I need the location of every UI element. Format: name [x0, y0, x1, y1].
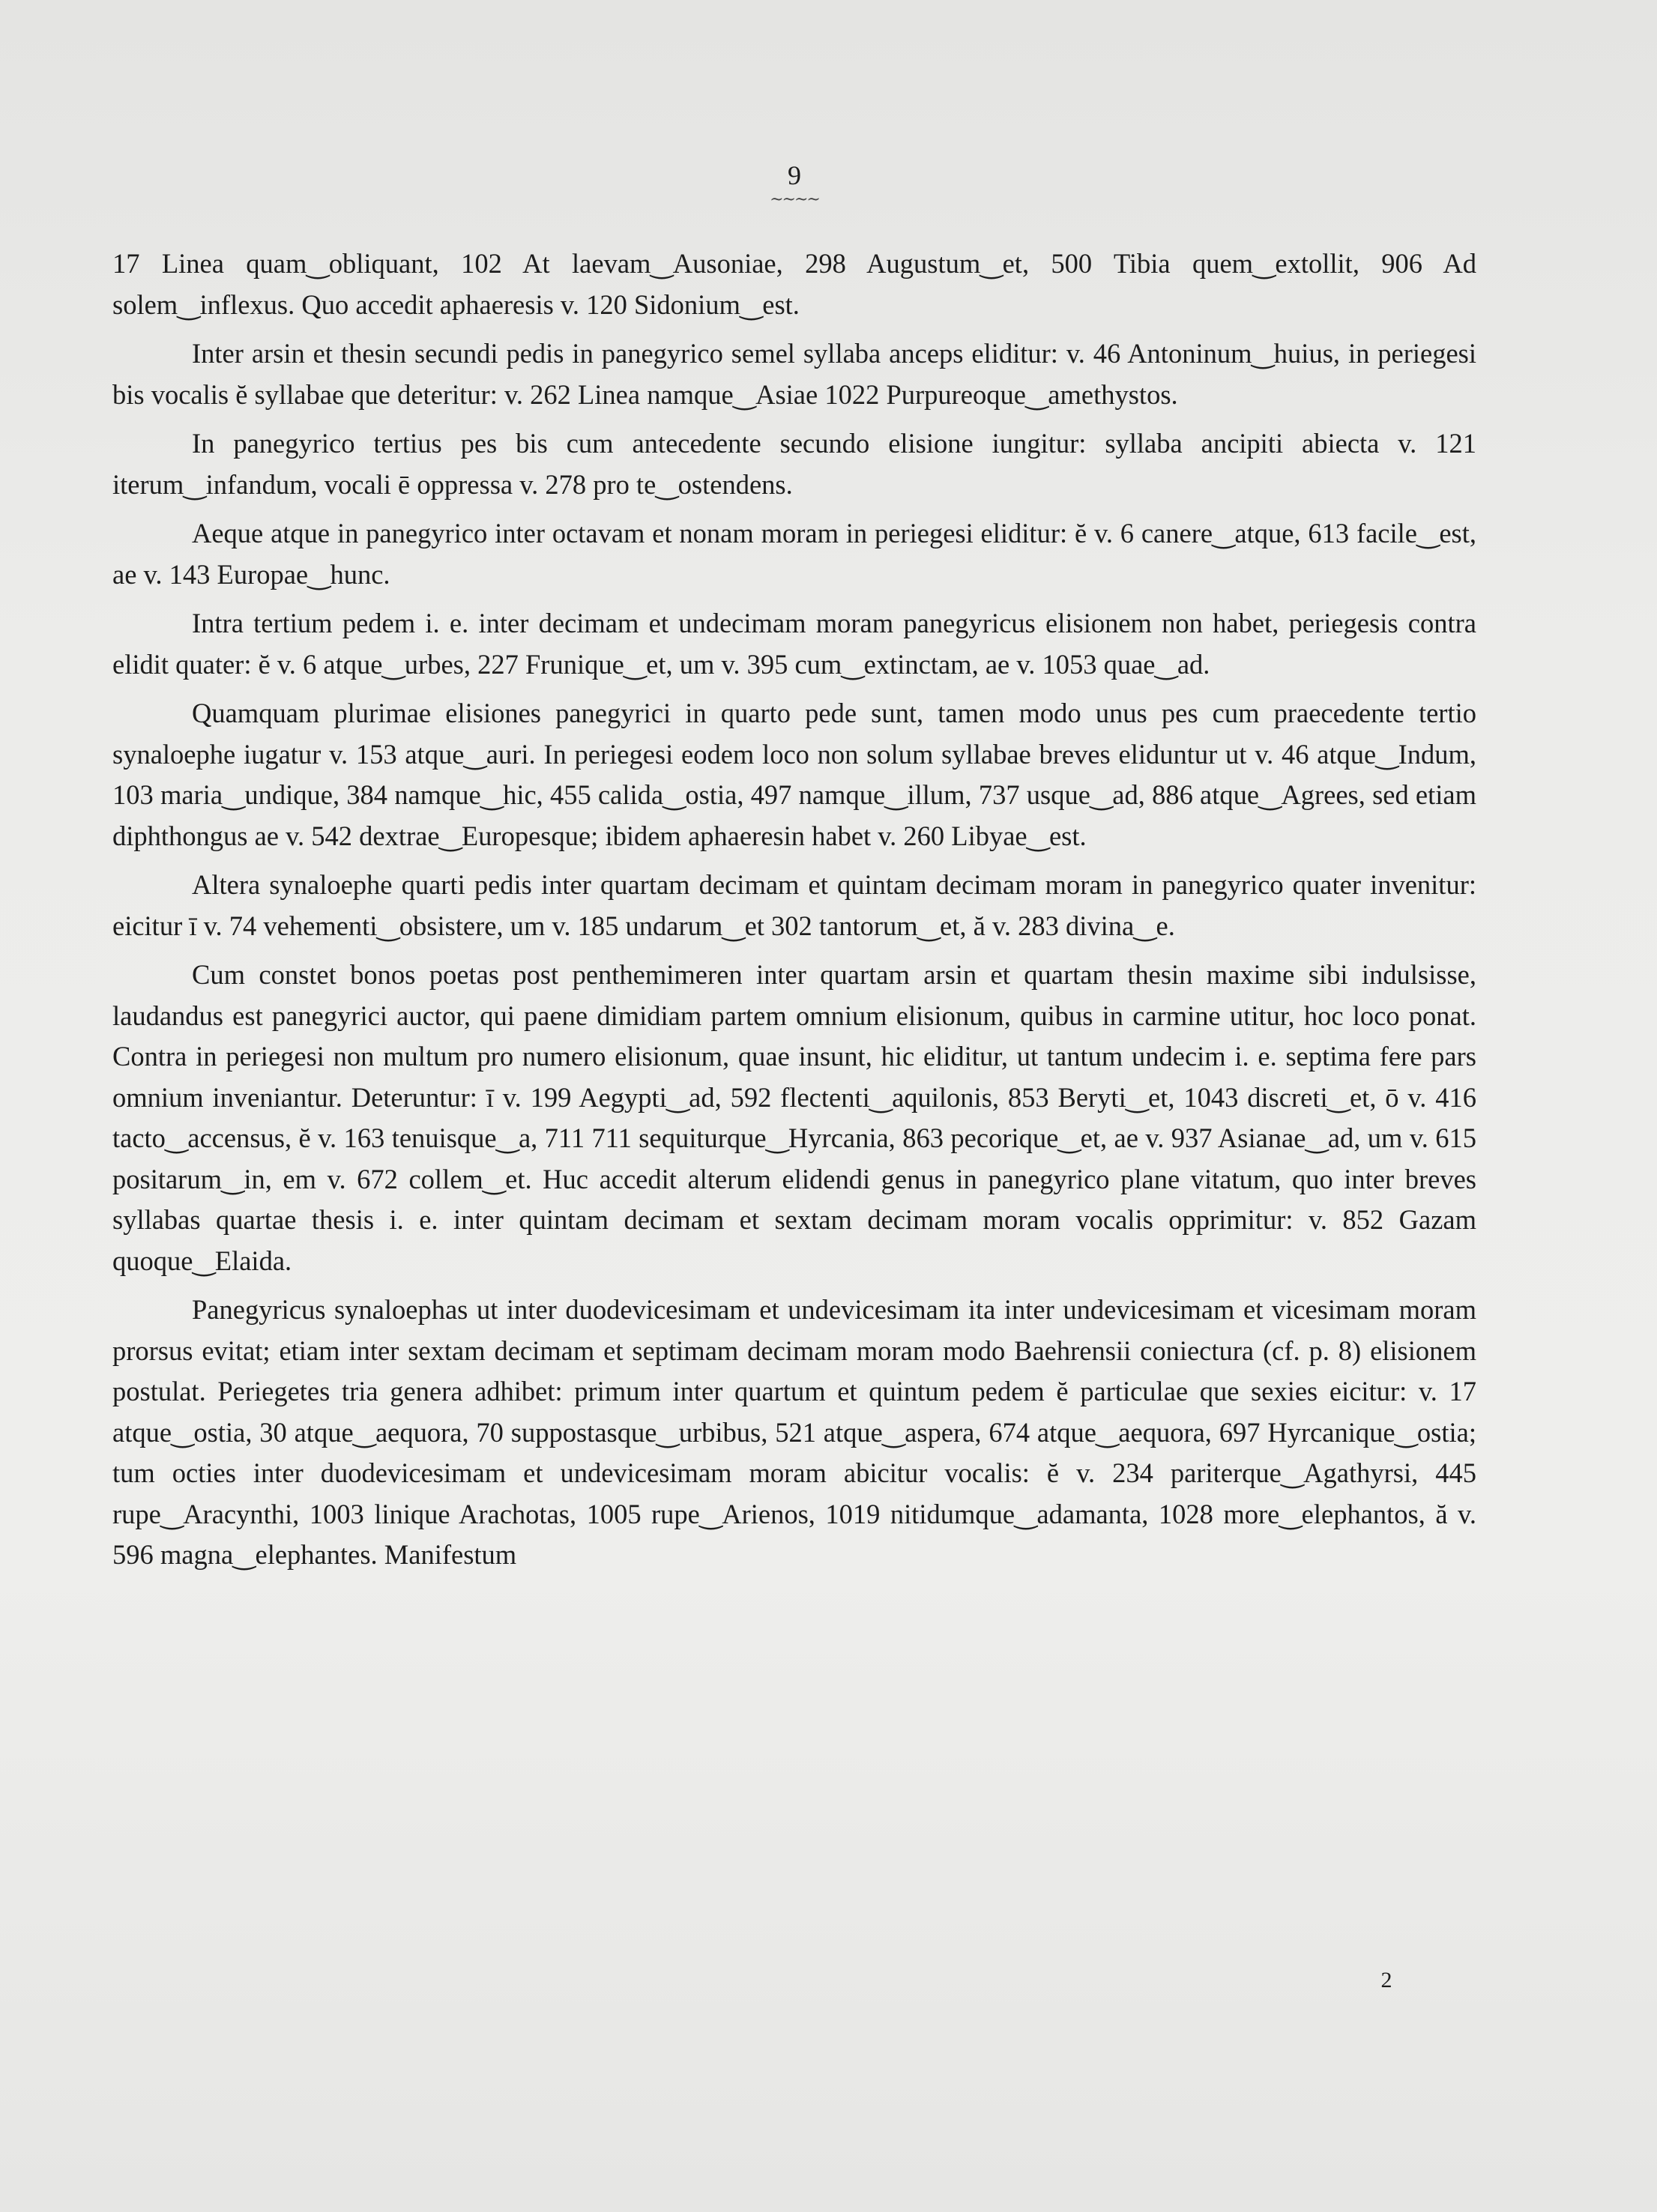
- signature-mark: 2: [1380, 1968, 1392, 1992]
- page-number: 9: [788, 160, 801, 190]
- paragraph-1: 17 Linea quam‿obliquant, 102 At laevam‿Ausoniae, 298 Augustum‿et, 500 Tibia quem‿extollit, 906 Ad solem‿inflexus. Quo accedit aphaeresis v. 120 Sidonium‿est.: [112, 248, 1476, 320]
- paragraph-9: Panegyricus synaloephas ut inter duodevicesimam et undevicesimam ita inter undevicesimam et vicesimam moram prorsus evitat; etiam inter sextam decimam et septimam decimam moram modo Baehrensii coniectura (cf. p. 8) elisionem postulat. Periegetes tria genera adhibet: primum inter quartum et quintum pedem ĕ particulae que sexies eicitur: v. 17 atque‿ostia, 30 atque‿aequora, 70 suppostasque‿urbibus, 521 atque‿aspera, 674 atque‿aequora, 697 Hyrcanique‿ostia; tum octies inter duodevicesimam et undevicesimam moram abicitur vocalis: ĕ v. 234 pariterque‿Agathyrsi, 445 rupe‿Aracynthi, 1003 linique Arachotas, 1005 rupe‿Arienos, 1019 nitidumque‿adamanta, 1028 more‿elephantos, ă v. 596 magna‿elephantes. Manifestum: [112, 1294, 1476, 1570]
- paragraph-7: Altera synaloephe quarti pedis inter quartam decimam et quintam decimam moram in panegyrico quater invenitur: eicitur ī v. 74 vehementi‿obsistere, um v. 185 undarum‿et 302 tantorum‿et, ă v. 283 divina‿e.: [112, 869, 1476, 941]
- body-text: [112, 244, 1476, 1584]
- paragraph-4: Aeque atque in panegyrico inter octavam et nonam moram in periegesi eliditur: ĕ v. 6 canere‿atque, 613 facile‿est, ae v. 143 Europae‿hunc.: [112, 518, 1476, 590]
- paragraph-2: Inter arsin et thesin secundi pedis in panegyrico semel syllaba anceps eliditur: v. 46 Antoninum‿huius, in periegesi bis vocalis ĕ syllabae que deteritur: v. 262 Linea namque‿Asiae 1022 Purpureoque‿amethystos.: [112, 338, 1476, 410]
- paragraph-6: Quamquam plurimae elisiones panegyrici in quarto pede sunt, tamen modo unus pes cum praecedente tertio synaloephe iugatur v. 153 atque‿auri. In periegesi eodem loco non solum syllabae breves eliduntur ut v. 46 atque‿Indum, 103 maria‿undique, 384 namque‿hic, 455 calida‿ostia, 497 namque‿illum, 737 usque‿ad, 886 atque‿Agrees, sed etiam diphthongus ae v. 542 dextrae‿Europesque; ibidem aphaeresin habet v. 260 Libyae‿est.: [112, 698, 1476, 851]
- paragraph-5: Intra tertium pedem i. e. inter decimam et undecimam moram panegyricus elisionem non habet, periegesis contra elidit quater: ĕ v. 6 atque‿urbes, 227 Frunique‿et, um v. 395 cum‿extinctam, ae v. 1053 quae‿ad.: [112, 608, 1476, 680]
- paragraph-8: Cum constet bonos poetas post penthemimeren inter quartam arsin et quartam thesin maxime sibi indulsisse, laudandus est panegyrici auctor, qui paene dimidiam partem omnium elisionum, quibus in carmine utitur, hoc loco ponat. Contra in periegesi non multum pro numero elisionum, quae insunt, hic eliditur, ut tantum undecim i. e. septima fere pars omnium inveniantur. Deteruntur: ī v. 199 Aegypti‿ad, 592 flectenti‿aquilonis, 853 Beryti‿et, 1043 discreti‿et, ō v. 416 tacto‿accensus, ĕ v. 163 tenuisque‿a, 711 711 sequiturque‿Hyrcania, 863 pecorique‿et, ae v. 937 Asianae‿ad, um v. 615 positarum‿in, em v. 672 collem‿et. Huc accedit alterum elidendi genus in panegyrico plane vitatum, quo inter breves syllabas quartae thesis i. e. inter quintam decimam et sextam decimam moram vocalis opprimitur: v. 852 Gazam quoque‿Elaida.: [112, 959, 1476, 1276]
- paragraph-3: In panegyrico tertius pes bis cum antecedente secundo elisione iungitur: syllaba ancipiti abiecta v. 121 iterum‿infandum, vocali ē oppressa v. 278 pro te‿ostendens.: [112, 428, 1476, 500]
- page-number-ornament: ~~~~: [770, 190, 819, 209]
